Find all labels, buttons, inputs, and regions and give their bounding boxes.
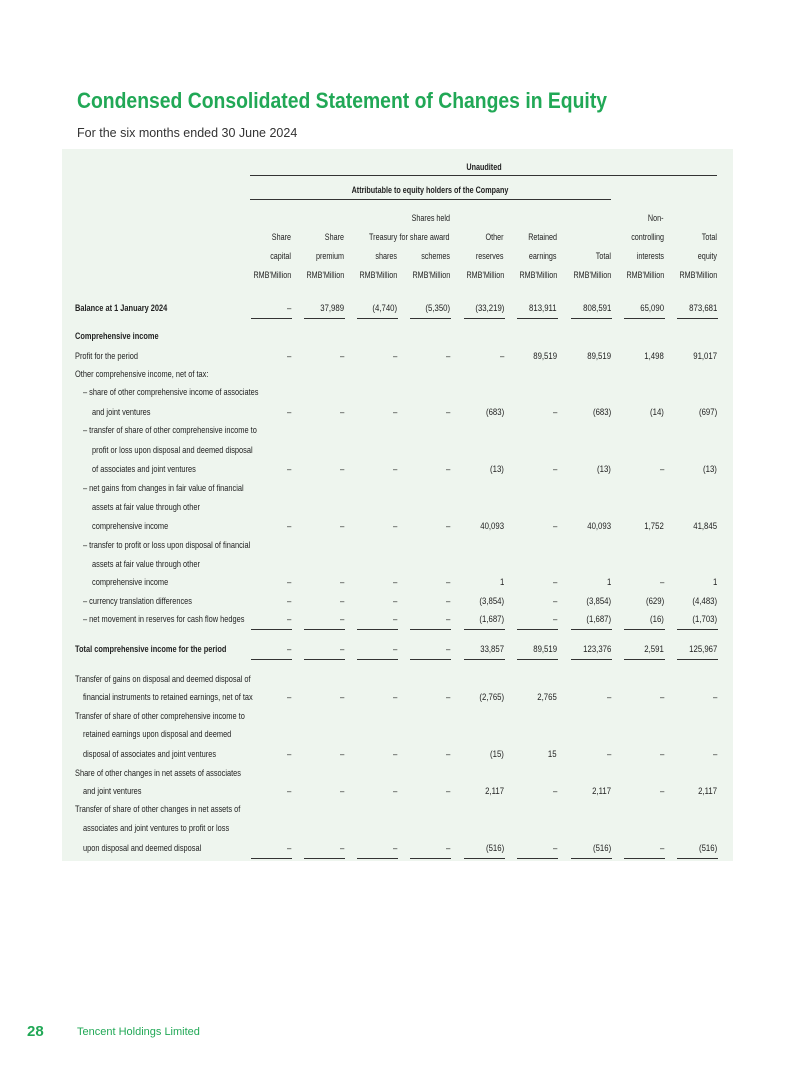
- row-value: –: [552, 407, 557, 418]
- row-value: (1,687): [586, 614, 611, 625]
- row-value: (4,483): [692, 596, 717, 607]
- column-header: RMB'Million: [466, 270, 504, 280]
- column-header: schemes: [421, 251, 450, 261]
- column-header: reserves: [476, 251, 504, 261]
- total-underline: [677, 858, 718, 859]
- row-value: –: [286, 692, 291, 703]
- row-value: –: [445, 464, 450, 475]
- row-value: –: [392, 644, 397, 655]
- total-underline: [517, 629, 558, 630]
- column-header: RMB'Million: [626, 270, 664, 280]
- column-header: Treasury: [368, 232, 397, 242]
- unaudited-rule: [250, 175, 717, 176]
- row-value: –: [286, 521, 291, 532]
- column-header: Total: [701, 232, 717, 242]
- total-underline: [251, 629, 292, 630]
- row-value: –: [659, 464, 664, 475]
- attributable-header: Attributable to equity holders of the Company: [351, 185, 509, 195]
- row-value: –: [659, 843, 664, 854]
- row-value: –: [392, 577, 397, 588]
- row-value: 2,765: [537, 692, 557, 703]
- total-underline: [464, 858, 505, 859]
- row-value: –: [339, 464, 344, 475]
- row-value: –: [606, 749, 611, 760]
- total-underline: [624, 318, 665, 319]
- column-header: RMB'Million: [306, 270, 344, 280]
- row-value: –: [659, 577, 664, 588]
- column-header: Share: [324, 232, 344, 242]
- row-value: –: [286, 596, 291, 607]
- row-value: –: [339, 521, 344, 532]
- row-value: 123,376: [582, 644, 611, 655]
- total-underline: [357, 629, 398, 630]
- row-value: –: [445, 407, 450, 418]
- row-value: 15: [548, 749, 557, 760]
- row-value: –: [445, 749, 450, 760]
- column-header: shares: [375, 251, 397, 261]
- attributable-rule: [250, 199, 611, 200]
- row-value: –: [339, 351, 344, 362]
- row-value: –: [552, 521, 557, 532]
- row-value: –: [552, 596, 557, 607]
- total-underline: [251, 858, 292, 859]
- row-label: upon disposal and deemed disposal: [83, 843, 202, 854]
- row-label: – currency translation differences: [83, 596, 193, 607]
- row-value: 1,498: [644, 351, 664, 362]
- row-value: 873,681: [688, 303, 717, 314]
- row-value: 813,911: [529, 303, 557, 314]
- total-underline: [517, 858, 558, 859]
- row-value: –: [339, 577, 344, 588]
- row-label: Other comprehensive income, net of tax:: [75, 369, 209, 380]
- total-underline: [677, 629, 718, 630]
- row-label: comprehensive income: [92, 577, 169, 588]
- row-value: 65,090: [640, 303, 664, 314]
- row-value: –: [339, 786, 344, 797]
- row-value: (3,854): [479, 596, 504, 607]
- total-underline: [464, 318, 505, 319]
- row-value: (33,219): [474, 303, 504, 314]
- total-underline: [357, 858, 398, 859]
- row-value: –: [286, 749, 291, 760]
- row-value: (5,350): [425, 303, 450, 314]
- row-value: –: [392, 692, 397, 703]
- row-label: comprehensive income: [92, 521, 169, 532]
- column-header: controlling: [631, 232, 664, 242]
- section-heading: Total comprehensive income for the period: [75, 644, 227, 655]
- row-value: –: [339, 749, 344, 760]
- column-header: Non-: [648, 213, 664, 223]
- total-underline: [571, 659, 612, 660]
- row-value: –: [286, 351, 291, 362]
- row-value: 89,519: [587, 351, 611, 362]
- total-underline: [677, 318, 718, 319]
- row-value: 808,591: [582, 303, 611, 314]
- row-value: –: [286, 614, 291, 625]
- row-label: Transfer of share of other comprehensive income to: [75, 711, 245, 722]
- row-value: (629): [645, 596, 664, 607]
- total-underline: [304, 858, 345, 859]
- row-value: –: [339, 692, 344, 703]
- column-header: Shares held: [411, 213, 450, 223]
- page-title: Condensed Consolidated Statement of Changes in Equity: [77, 88, 608, 113]
- total-underline: [357, 659, 398, 660]
- total-underline: [464, 629, 505, 630]
- row-label: Share of other changes in net assets of associates: [75, 768, 242, 779]
- row-value: –: [392, 614, 397, 625]
- row-value: –: [392, 464, 397, 475]
- row-value: 2,117: [698, 786, 717, 797]
- row-value: (516): [698, 843, 717, 854]
- row-value: (516): [592, 843, 611, 854]
- unaudited-header: Unaudited: [466, 162, 502, 172]
- total-underline: [571, 858, 612, 859]
- row-label: – share of other comprehensive income of associates: [83, 387, 259, 398]
- row-label: – net movement in reserves for cash flow hedges: [83, 614, 245, 625]
- total-underline: [410, 858, 451, 859]
- row-value: –: [445, 786, 450, 797]
- row-value: 40,093: [480, 521, 504, 532]
- row-value: –: [445, 521, 450, 532]
- row-value: –: [445, 577, 450, 588]
- total-underline: [624, 659, 665, 660]
- row-value: –: [552, 614, 557, 625]
- row-value: –: [659, 749, 664, 760]
- footer-company-name: Tencent Holdings Limited: [77, 1026, 200, 1038]
- row-value: –: [392, 521, 397, 532]
- row-value: –: [552, 464, 557, 475]
- page-subtitle: For the six months ended 30 June 2024: [77, 126, 298, 140]
- column-header: Total: [595, 251, 611, 261]
- row-value: –: [445, 843, 450, 854]
- statement-table: [62, 149, 733, 861]
- column-header: earnings: [529, 251, 557, 261]
- total-underline: [624, 629, 665, 630]
- row-value: (16): [650, 614, 664, 625]
- row-value: (4,740): [372, 303, 397, 314]
- row-value: (2,765): [479, 692, 504, 703]
- column-header: interests: [636, 251, 664, 261]
- row-value: –: [392, 407, 397, 418]
- row-label: Transfer of share of other changes in net assets of: [75, 804, 241, 815]
- row-value: 33,857: [480, 644, 504, 655]
- row-value: –: [339, 843, 344, 854]
- row-value: 91,017: [693, 351, 717, 362]
- column-header: RMB'Million: [519, 270, 557, 280]
- row-value: 1,752: [644, 521, 664, 532]
- row-value: (13): [490, 464, 504, 475]
- row-label: – transfer to profit or loss upon disposal of financial: [83, 540, 251, 551]
- row-value: 89,519: [533, 351, 557, 362]
- row-value: –: [286, 464, 291, 475]
- row-value: 2,117: [485, 786, 504, 797]
- row-value: 2,117: [592, 786, 611, 797]
- row-value: 1: [606, 577, 611, 588]
- row-label: financial instruments to retained earnings, net of tax: [83, 692, 253, 703]
- total-underline: [251, 318, 292, 319]
- row-value: –: [712, 692, 717, 703]
- total-underline: [304, 629, 345, 630]
- total-underline: [624, 858, 665, 859]
- row-value: 41,845: [693, 521, 717, 532]
- row-label: of associates and joint ventures: [92, 464, 196, 475]
- row-value: 1: [712, 577, 717, 588]
- row-value: –: [445, 614, 450, 625]
- row-value: –: [445, 644, 450, 655]
- row-value: 125,967: [688, 644, 717, 655]
- total-underline: [410, 318, 451, 319]
- row-value: –: [339, 596, 344, 607]
- row-value: –: [712, 749, 717, 760]
- column-header: RMB'Million: [412, 270, 450, 280]
- row-value: –: [659, 692, 664, 703]
- total-underline: [677, 659, 718, 660]
- row-value: –: [392, 786, 397, 797]
- row-value: –: [659, 786, 664, 797]
- column-header: for share award: [399, 232, 450, 242]
- row-value: 1: [499, 577, 504, 588]
- row-value: –: [392, 596, 397, 607]
- row-value: –: [286, 407, 291, 418]
- row-value: (14): [650, 407, 664, 418]
- total-underline: [410, 659, 451, 660]
- total-underline: [304, 318, 345, 319]
- row-value: 40,093: [587, 521, 611, 532]
- column-header: premium: [315, 251, 344, 261]
- column-header: RMB'Million: [679, 270, 717, 280]
- total-underline: [357, 318, 398, 319]
- row-value: –: [392, 351, 397, 362]
- row-value: –: [445, 596, 450, 607]
- row-value: –: [392, 843, 397, 854]
- row-label: assets at fair value through other: [92, 502, 200, 513]
- row-value: –: [552, 843, 557, 854]
- column-header: capital: [270, 251, 291, 261]
- row-value: –: [339, 644, 344, 655]
- row-value: 89,519: [533, 644, 557, 655]
- total-underline: [464, 659, 505, 660]
- column-header: RMB'Million: [573, 270, 611, 280]
- total-underline: [304, 659, 345, 660]
- row-value: –: [339, 407, 344, 418]
- total-underline: [410, 629, 451, 630]
- row-value: (697): [698, 407, 717, 418]
- row-label: Transfer of gains on disposal and deemed disposal of: [75, 674, 251, 685]
- page-number: 28: [27, 1023, 44, 1040]
- row-label: – net gains from changes in fair value of financial: [83, 483, 244, 494]
- row-value: 37,989: [320, 303, 344, 314]
- column-header: equity: [697, 251, 717, 261]
- row-label: and joint ventures: [83, 786, 142, 797]
- row-value: –: [286, 644, 291, 655]
- section-heading: Balance at 1 January 2024: [75, 303, 168, 314]
- total-underline: [571, 318, 612, 319]
- row-value: –: [339, 614, 344, 625]
- row-value: –: [286, 577, 291, 588]
- row-value: (1,703): [692, 614, 717, 625]
- section-heading: Comprehensive income: [75, 331, 159, 342]
- row-label: retained earnings upon disposal and deemed: [83, 729, 232, 740]
- row-label: disposal of associates and joint ventures: [83, 749, 217, 760]
- row-label: associates and joint ventures to profit or loss: [83, 823, 230, 834]
- column-header: Share: [271, 232, 291, 242]
- row-value: –: [445, 351, 450, 362]
- row-value: (683): [485, 407, 504, 418]
- row-value: –: [606, 692, 611, 703]
- row-value: –: [286, 303, 291, 314]
- row-label: and joint ventures: [92, 407, 151, 418]
- row-value: –: [552, 786, 557, 797]
- row-label: assets at fair value through other: [92, 559, 200, 570]
- row-value: –: [499, 351, 504, 362]
- row-value: –: [445, 692, 450, 703]
- row-value: –: [286, 843, 291, 854]
- total-underline: [517, 659, 558, 660]
- row-value: (516): [485, 843, 504, 854]
- row-value: –: [286, 786, 291, 797]
- total-underline: [251, 659, 292, 660]
- row-value: (13): [703, 464, 717, 475]
- row-value: –: [552, 577, 557, 588]
- row-value: (3,854): [586, 596, 611, 607]
- total-underline: [571, 629, 612, 630]
- column-header: RMB'Million: [359, 270, 397, 280]
- row-label: Profit for the period: [75, 351, 139, 362]
- row-value: 2,591: [644, 644, 664, 655]
- row-value: (13): [597, 464, 611, 475]
- row-label: profit or loss upon disposal and deemed disposal: [92, 445, 253, 456]
- column-header: RMB'Million: [253, 270, 291, 280]
- row-value: (683): [592, 407, 611, 418]
- total-underline: [517, 318, 558, 319]
- column-header: Other: [485, 232, 504, 242]
- column-header: Retained: [528, 232, 557, 242]
- row-label: – transfer of share of other comprehensive income to: [83, 425, 257, 436]
- row-value: –: [392, 749, 397, 760]
- row-value: (15): [490, 749, 504, 760]
- row-value: (1,687): [479, 614, 504, 625]
